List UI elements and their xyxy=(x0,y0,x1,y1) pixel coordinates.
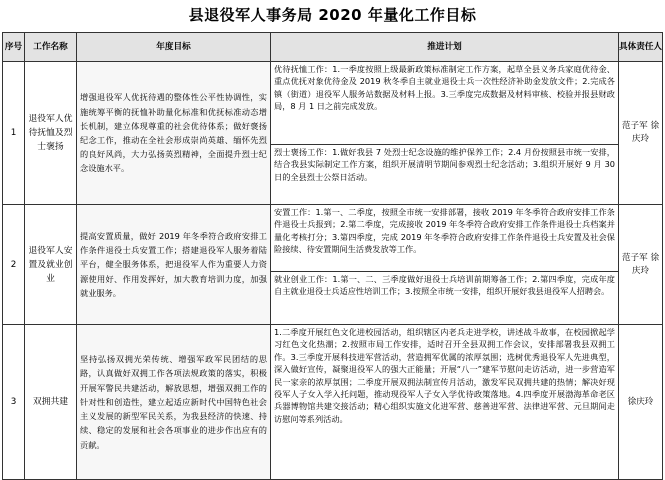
plan-item: 1.二季度开展红色文化进校园活动，组织辖区内老兵走进学校，讲述战斗故事，在校园掀起学习红色文化热潮；2.按照市局工作安排，适时召开全县双拥工作会议，安排部署我县双拥工作。3.三季度开展科技进军营活动，营造拥军优属的浓厚氛围；选树优秀退役军人先进典型，深入做好宣传，凝聚退役军人的强大正能量；开展“八一”建军节慰问走访活动，进一步营造军民一家亲的浓厚氛围；二季度开展双拥法制宣传月活动，激发军民双拥共建的热情；解决好现役军人子女入学入托问题，推动现役军人子女入学优待政策落地。4.四季度开展渤海革命老区兵器博物馆共建交接活动；精心组织实施文化进军营、慈善进军营、法律进军营、元旦期间走访慰问等系列活动。 xyxy=(274,327,615,424)
header-no: 序号 xyxy=(3,33,25,62)
responsible-person: 范子军 徐庆玲 xyxy=(619,62,663,205)
header-person: 具体责任人 xyxy=(619,33,663,62)
table-row xyxy=(3,325,663,480)
work-name: 退役军人优待抚恤及烈士褒扬 xyxy=(25,62,77,205)
responsible-person: 范子军 徐庆玲 xyxy=(619,205,663,325)
work-name: 退役军人安置及就业创业 xyxy=(25,205,77,325)
responsible-person: 徐庆玲 xyxy=(619,325,663,480)
row-no: 1 xyxy=(3,62,25,205)
header-row xyxy=(3,33,663,62)
row-no: 2 xyxy=(3,205,25,325)
header-plan: 推进计划 xyxy=(271,33,619,62)
annual-goal: 提高安置质量，做好 2019 年冬季符合政府安排工作条件退役士兵安置工作；搭建退役军人服务着陆平台，健全服务体系，把退役军人作为重要人力资源使用好、作用发挥好，加大教育培训力度，加强就业服务。 xyxy=(77,205,271,325)
annual-goal: 坚持弘扬双拥光荣传统、增强军政军民团结的思路，认真做好双拥工作各项法规政策的落实，积极开展军警民共建活动，解放思想，增强双拥工作的针对性和创造性，建立起适应新时代中国特色社会主义发展的新型军民关系，为我县经济的快速、持续、稳定的发展和社会各项事业的进步作出应有的贡献。 xyxy=(77,325,271,480)
plan-item: 烈士褒扬工作：1.做好我县 7 处烈士纪念设施的维护保养工作；2.4 月份按照县市统一安排，结合我县实际制定工作方案，组织开展清明节期间参观烈士纪念活动；3.组织开展好 9 月 30 日的全县烈士公祭日活动。 xyxy=(271,144,618,204)
row-no: 3 xyxy=(3,325,25,480)
annual-goal: 增强退役军人优抚待遇的整体性公平性协调性，实施统筹平衡的抚恤补助量化标准和优抚标准动态增长机制，建立体现尊重的社会优待体系；做好褒扬纪念工作，推动在全社会形成崇尚英雄、缅怀先烈的良好风尚，大力弘扬英烈精神，全面提升烈士纪念设施水平。 xyxy=(77,62,271,205)
header-goal: 年度目标 xyxy=(77,33,271,62)
plan-cell xyxy=(271,62,619,205)
goals-table xyxy=(2,32,663,480)
plan-cell xyxy=(271,325,619,480)
header-name: 工作名称 xyxy=(25,33,77,62)
plan-item: 就业创业工作：1.第一、二、三季度做好退役士兵培训前期筹备工作；2.第四季度，完成年度自主就业退役士兵适应性培训工作；3.按照全市统一安排，组织开展好我县退役军人招聘会。 xyxy=(271,271,618,324)
work-name: 双拥共建 xyxy=(25,325,77,480)
page-title: 县退役军人事务局 2020 年量化工作目标 xyxy=(188,6,477,24)
table-row xyxy=(3,205,663,325)
table-row xyxy=(3,62,663,205)
plan-cell xyxy=(271,205,619,325)
plan-item: 安置工作：1.第一、二季度，按照全市统一安排部署，接收 2019 年冬季符合政府安排工作条件退役士兵报到；2.第二季度，完成接收 2019 年冬季符合政府安排工作条件退役士兵档案并量化考核打分；3.第四季度，完成 2019 年冬季符合政府安排工作条件退役士兵安置及社会保险接续、待安置期间生活费发放等工作。 xyxy=(274,207,615,255)
plan-item: 优待抚恤工作：1.一季度按照上级最新政策标准制定工作方案，起草全县义务兵家庭优待金、重点优抚对象优待金及 2019 秋冬季自主就业退役士兵一次性经济补助金发放文件；2.完成各镇（街道）退役军人服务站数据及材料上报。3.三季度完成数据及材料审核、校验并报县财政局，8 月 1 日之前完成发放。 xyxy=(274,64,615,112)
